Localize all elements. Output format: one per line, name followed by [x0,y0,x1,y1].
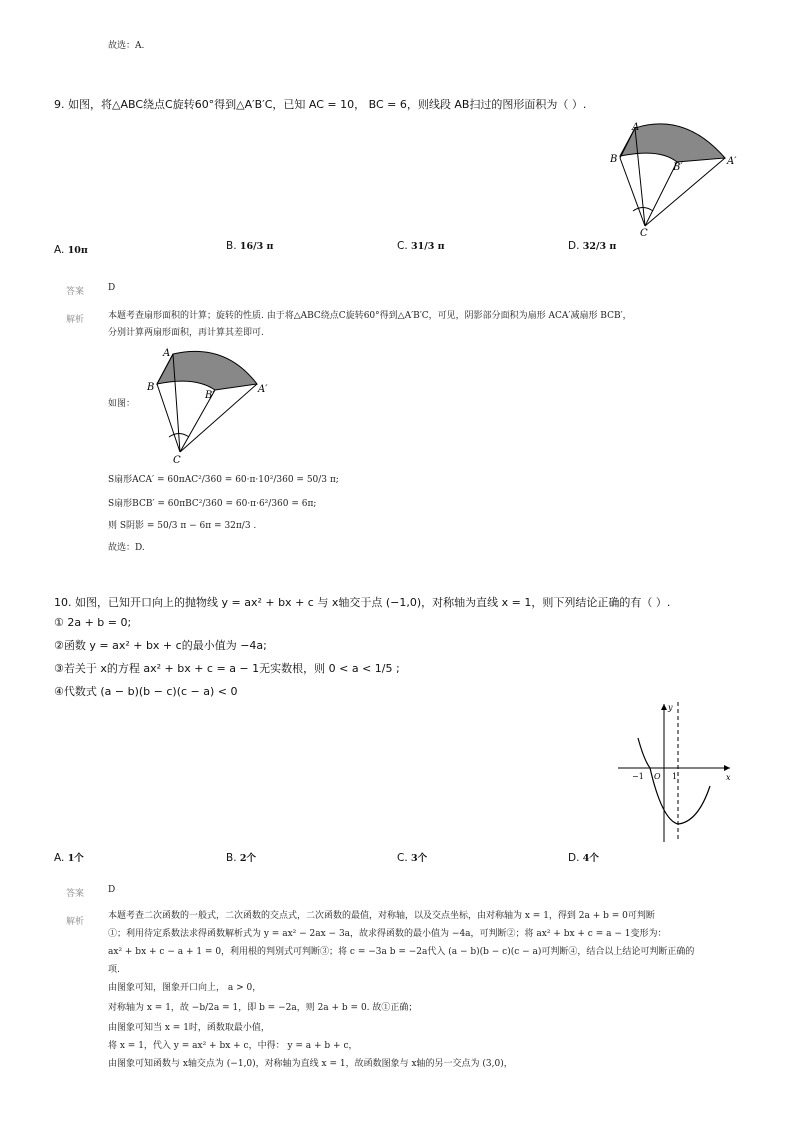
q9-analysis-figure [145,344,275,464]
q9-stem: 9. 如图，将△ABC绕点C旋转60°得到△A′B′C，已知 AC = 10， BC = 6，则线段 AB扫过的图形面积为（ ）. [54,98,587,111]
q10-stem: 10. 如图，已知开口向上的抛物线 y = ax² + bx + c 与 x轴交于点 (−1,0)，对称轴为直线 x = 1，则下列结论正确的有（ ）. [54,596,671,609]
q10-analysis-line-4: 项. [108,965,120,975]
q10-analysis-line-7: 由图象可知当 x = 1时，函数取最小值， [108,1023,270,1033]
q10-analysis-line-9: 由图象可知函数与 x轴交点为 (−1,0)，对称轴为直线 x = 1，故函数图象与 x轴的另一交点为 (3,0)， [108,1059,513,1069]
q10-analysis-line-2: ①；利用待定系数法求得函数解析式为 y = ax² − 2ax − 3a，故求得函数的最小值为 −4a，可判断②；将 ax² + bx + c = a − 1变形为： [108,929,667,939]
q9-analysis-1: 本题考查扇形面积的计算；旋转的性质. 由于将△ABC绕点C旋转60°得到△A′B′C，可见，阴影部分面积为扇形 ACA′减扇形 BCB′， [108,311,632,321]
q10-answer: D [108,885,116,895]
q10-graph [618,700,738,846]
y-label: y [668,703,673,712]
neg1-label: −1 [632,772,644,781]
q10-item-3: ③若关于 x的方程 ax² + bx + c = a − 1无实数根，则 0 < a < 1/5 ; [54,662,400,675]
origin-label: O [654,772,661,781]
prev-conclusion: 故选：A. [108,41,145,51]
label-b: B [610,154,618,165]
label-a-prime: A′ [258,384,268,395]
q10-analysis-line-6: 对称轴为 x = 1，故 −b/2a = 1，即 b = −2a，则 2a + b = 0. 故①正确； [108,1003,418,1013]
q9-answer: D [108,283,116,293]
q9-formula-2: S扇形BCB′ = 60πBC²/360 = 60·π·6²/360 = 6π; [108,499,317,509]
x-label: x [726,773,731,782]
q10-option-a[interactable]: A. 1个 [54,852,84,864]
q9-figure [605,118,755,240]
label-b-prime: B′ [205,390,215,401]
q10-analysis-line-1: 本题考查二次函数的一般式，二次函数的交点式，二次函数的最值，对称轴，以及交点坐标，由对称轴为 x = 1，得到 2a + b = 0可判断 [108,911,655,921]
q9-formula-1: S扇形ACA′ = 60πAC²/360 = 60·π·10²/360 = 50/3 π; [108,475,339,485]
q10-analysis-line-8: 将 x = 1，代入 y = ax² + bx + c，中得： y = a + b + c， [108,1041,358,1051]
q9-option-d[interactable]: D. 32/3 π [568,240,617,252]
q10-item-2: ②函数 y = ax² + bx + c的最小值为 −4a; [54,639,267,652]
q9-formula-3: 则 S阴影 = 50/3 π − 6π = 32π/3 . [108,521,257,531]
q10-option-b[interactable]: B. 2个 [226,852,257,864]
one-label: 1 [672,772,678,781]
q10-analysis-line-5: 由图象可知，图象开口向上， a > 0， [108,983,262,993]
label-c: C [640,228,648,239]
label-a-prime: A′ [727,156,737,167]
q10-analysis-line-3: ax² + bx + c − a + 1 = 0，利用根的判别式可判断③；将 c = −3a b = −2a代入 (a − b)(b − c)(c − a)可判断④，结合以上结论可判断正确的 [108,947,695,957]
label-a: A [163,348,171,359]
q10-analysis-label: 解析 [66,917,85,927]
label-b: B [147,382,155,393]
q10-item-4: ④代数式 (a − b)(b − c)(c − a) < 0 [54,685,238,698]
q9-figure-caption: 如图： [108,399,136,409]
q9-answer-label: 答案 [66,287,85,297]
q9-option-b[interactable]: B. 16/3 π [226,240,274,252]
label-c: C [173,455,181,464]
q9-analysis-2: 分别计算两扇形面积，再计算其差即可. [108,328,264,338]
q9-option-a[interactable]: A. 10π [54,244,88,256]
label-b-prime: B′ [673,162,683,173]
q10-answer-label: 答案 [66,889,85,899]
q10-item-1: ① 2a + b = 0; [54,616,132,629]
q9-analysis-label: 解析 [66,315,85,325]
label-a: A [632,122,640,133]
q9-option-c[interactable]: C. 31/3 π [397,240,445,252]
parabola [638,738,710,824]
q10-option-c[interactable]: C. 3个 [397,852,428,864]
q10-option-d[interactable]: D. 4个 [568,852,599,864]
q9-conclusion: 故选：D. [108,543,145,553]
